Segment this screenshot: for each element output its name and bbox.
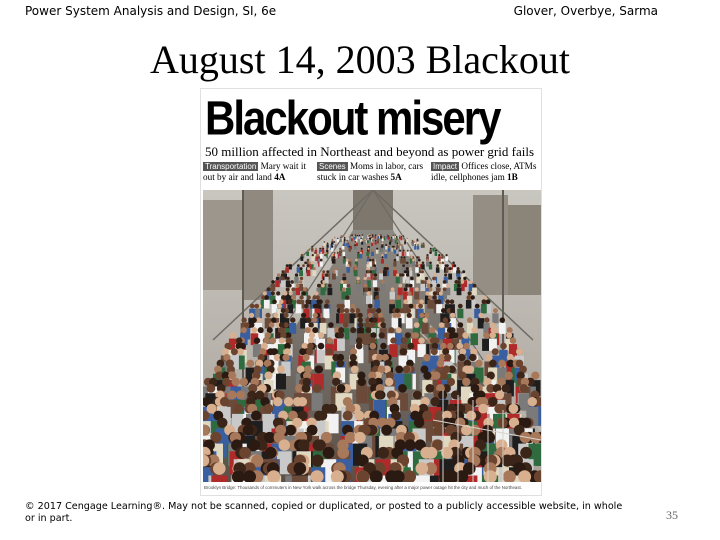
newspaper-teasers xyxy=(203,161,541,189)
teaser-text: Moms in labor, cars stuck in car washes xyxy=(317,161,424,182)
teaser-text: Offices close, ATMs idle, cellphones jam xyxy=(431,161,537,182)
teaser-page-ref: 5A xyxy=(390,172,402,182)
teaser-text: Mary wait it out by air and land xyxy=(203,161,307,182)
teaser-scenes xyxy=(317,161,427,189)
crowd-bridge-photo xyxy=(203,190,541,482)
teaser-page-ref: 1B xyxy=(507,172,518,182)
newspaper-clipping xyxy=(200,88,542,496)
page-number: 35 xyxy=(666,508,678,522)
teaser-tag: Transportation xyxy=(205,162,257,171)
teaser-transportation xyxy=(203,161,313,189)
slide-title: August 14, 2003 Blackout xyxy=(150,37,570,82)
copyright-notice: © 2017 Cengage Learning®. May not be scanned, copied or duplicated, or posted to a publicly accessible website, in whole or in part. xyxy=(25,501,623,524)
header-course-title: Power System Analysis and Design, SI, 6e xyxy=(25,4,277,18)
teaser-impact xyxy=(431,161,541,189)
teaser-tag: Scenes xyxy=(319,162,346,171)
newspaper-headline: Blackout misery xyxy=(205,90,500,145)
newspaper-subhead: 50 million affected in Northeast and beyond as power grid fails xyxy=(205,144,535,159)
newspaper-photo-caption: Brooklyn Bridge: Thousands of commuters in New York walk across the bridge Thursday, evening after a major power outage hit the city and much of the Northeast. xyxy=(204,485,522,490)
header-authors: Glover, Overbye, Sarma xyxy=(513,4,658,18)
teaser-page-ref: 4A xyxy=(274,172,286,182)
teaser-tag: Impact xyxy=(433,162,458,171)
